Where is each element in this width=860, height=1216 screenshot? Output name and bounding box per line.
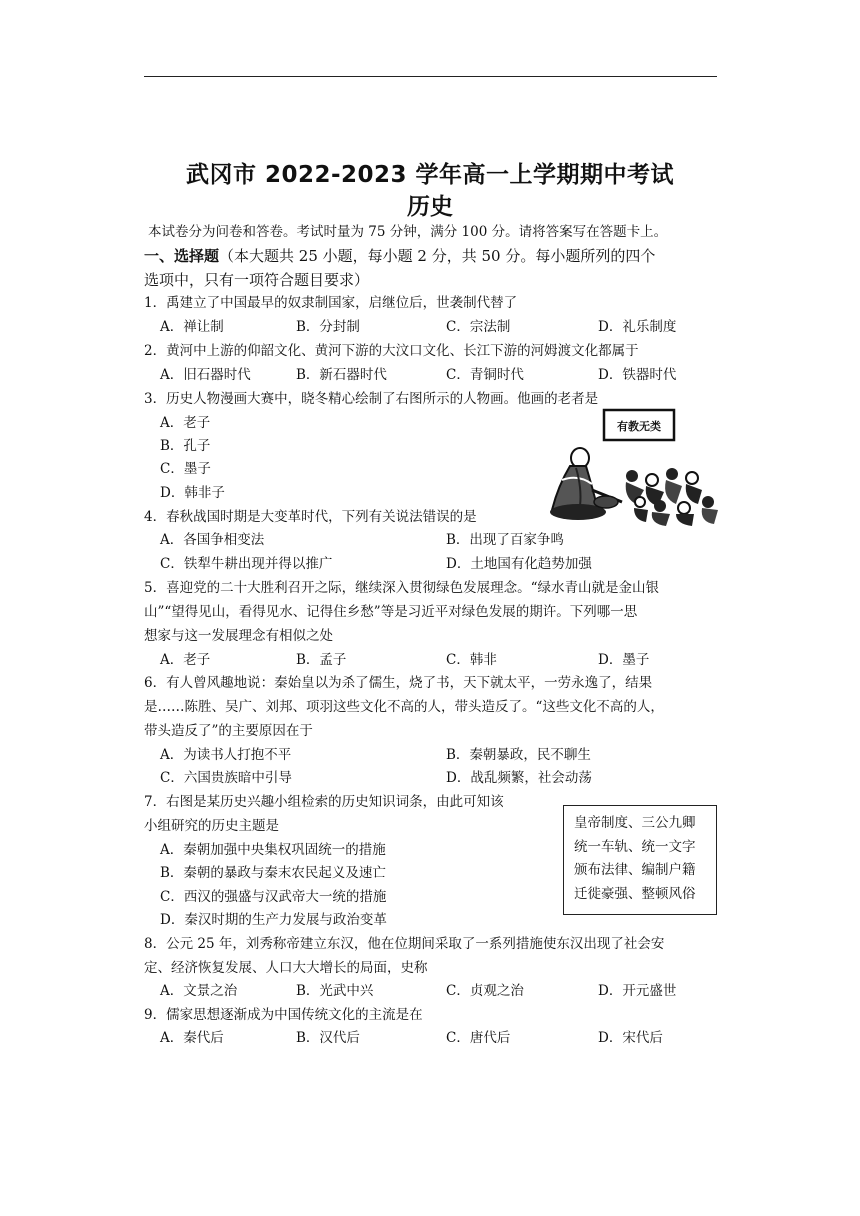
section-desc-2: 选项中，只有一项符合题目要求） (144, 271, 370, 289)
question-stem-cont: 小组研究的历史主题是 (144, 818, 279, 834)
option-a: A．旧石器时代 (160, 367, 251, 383)
question-stem-cont: 带头造反了”的主要原因在于 (144, 723, 313, 739)
option-d: D．秦汉时期的生产力发展与政治变革 (160, 912, 387, 928)
option-d: D．宋代后 (598, 1030, 663, 1046)
option-c: C．墨子 (160, 461, 211, 477)
option-c: C．宗法制 (446, 319, 511, 335)
option-a: A．秦代后 (160, 1030, 224, 1046)
option-a: A．文景之治 (160, 983, 238, 999)
option-b: B．秦朝的暴政与秦末农民起义及速亡 (160, 865, 386, 881)
option-b: B．光武中兴 (296, 983, 374, 999)
option-a: A．为读书人打抱不平 (160, 747, 292, 763)
question-stem-cont: 是……陈胜、吴广、刘邦、项羽这些文化不高的人，带头造反了。“这些文化不高的人， (144, 699, 664, 715)
signboard-text: 有教无类 (617, 420, 661, 433)
box-line: 颁布法律、编制户籍 (574, 862, 696, 878)
elder-figure (550, 448, 622, 520)
option-d: D．战乱频繁，社会动荡 (446, 770, 592, 786)
option-b: B．秦朝暴政，民不聊生 (446, 747, 591, 763)
question-stem: 1．禹建立了中国最早的奴隶制国家，启继位后，世袭制代替了 (144, 295, 518, 311)
option-c: C．六国贵族暗中引导 (160, 770, 292, 786)
option-d: D．墨子 (598, 652, 650, 668)
exam-intro: 本试卷分为问卷和答卷。考试时量为 75 分钟，满分 100 分。请将答案写在答题卡上。 (148, 224, 668, 240)
option-d: D．土地国有化趋势加强 (446, 556, 592, 572)
option-a: A．禅让制 (160, 319, 224, 335)
question-stem: 5．喜迎党的二十大胜利召开之际，继续深入贯彻绿色发展理念。“绿水青山就是金山银 (144, 580, 659, 596)
question-stem: 2．黄河中上游的仰韶文化、黄河下游的大汶口文化、长江下游的河姆渡文化都属于 (144, 343, 639, 359)
box-line: 统一车轨、统一文字 (574, 838, 696, 855)
question-stem: 8．公元 25 年，刘秀称帝建立东汉，他在位期间采取了一系列措施使东汉出现了社会安 (144, 936, 665, 952)
option-c: C．西汉的强盛与汉武帝大一统的措施 (160, 889, 387, 905)
option-b: B．分封制 (296, 319, 360, 335)
option-a: A．各国争相变法 (160, 532, 265, 548)
option-b: B．汉代后 (296, 1030, 360, 1046)
option-c: C．贞观之治 (446, 983, 524, 999)
option-a: A．老子 (160, 415, 211, 431)
exam-subject: 历史 (407, 194, 453, 220)
question-stem: 7．右图是某历史兴趣小组检索的历史知识词条，由此可知该 (144, 794, 504, 810)
option-c: C．铁犁牛耕出现并得以推广 (160, 556, 333, 572)
option-c: C．唐代后 (446, 1030, 511, 1046)
option-d: D．礼乐制度 (598, 319, 677, 335)
question-stem: 6．有人曾风趣地说：秦始皇以为杀了儒生，烧了书，天下就太平，一劳永逸了，结果 (144, 675, 653, 691)
option-b: B．出现了百家争鸣 (446, 532, 564, 548)
option-b: B．新石器时代 (296, 367, 387, 383)
students-group (626, 468, 718, 526)
option-d: D．铁器时代 (598, 367, 677, 383)
option-c: C．韩非 (446, 652, 497, 668)
section-desc-1: （本大题共 25 小题，每小题 2 分，共 50 分。每小题所列的四个 (219, 247, 656, 265)
option-b: B．孟子 (296, 652, 347, 668)
section-heading-line (144, 246, 655, 266)
question-stem-cont: 想家与这一发展理念有相似之处 (144, 628, 333, 644)
section-heading: 一、选择题 (144, 247, 220, 265)
question-stem: 3．历史人物漫画大赛中，晓冬精心绘制了右图所示的人物画。他画的老者是 (144, 391, 599, 407)
option-b: B．孔子 (160, 438, 211, 454)
question-stem: 9．儒家思想逐渐成为中国传统文化的主流是在 (144, 1007, 423, 1023)
question-stem-cont: 山”“望得见山，看得见水、记得住乡愁”等是习近平对绿色发展的期许。下列哪一思 (144, 604, 638, 620)
option-d: D．韩非子 (160, 485, 225, 501)
knowledge-terms-box (563, 805, 717, 915)
option-c: C．青铜时代 (446, 367, 524, 383)
box-line: 皇帝制度、三公九卿 (574, 815, 696, 831)
question-stem-cont: 定、经济恢复发展、人口大大增长的局面，史称 (144, 960, 428, 976)
box-line: 迁徙豪强、整顿风俗 (574, 885, 696, 902)
question-stem: 4．春秋战国时期是大变革时代，下列有关说法错误的是 (144, 509, 477, 525)
exam-title: 武冈市 2022-2023 学年高一上学期期中考试 (185, 162, 675, 188)
option-a: A．老子 (160, 652, 211, 668)
header-rule (144, 76, 717, 77)
option-d: D．开元盛世 (598, 983, 677, 999)
option-a: A．秦朝加强中央集权巩固统一的措施 (160, 842, 386, 858)
teacher-cartoon-image (548, 406, 722, 528)
